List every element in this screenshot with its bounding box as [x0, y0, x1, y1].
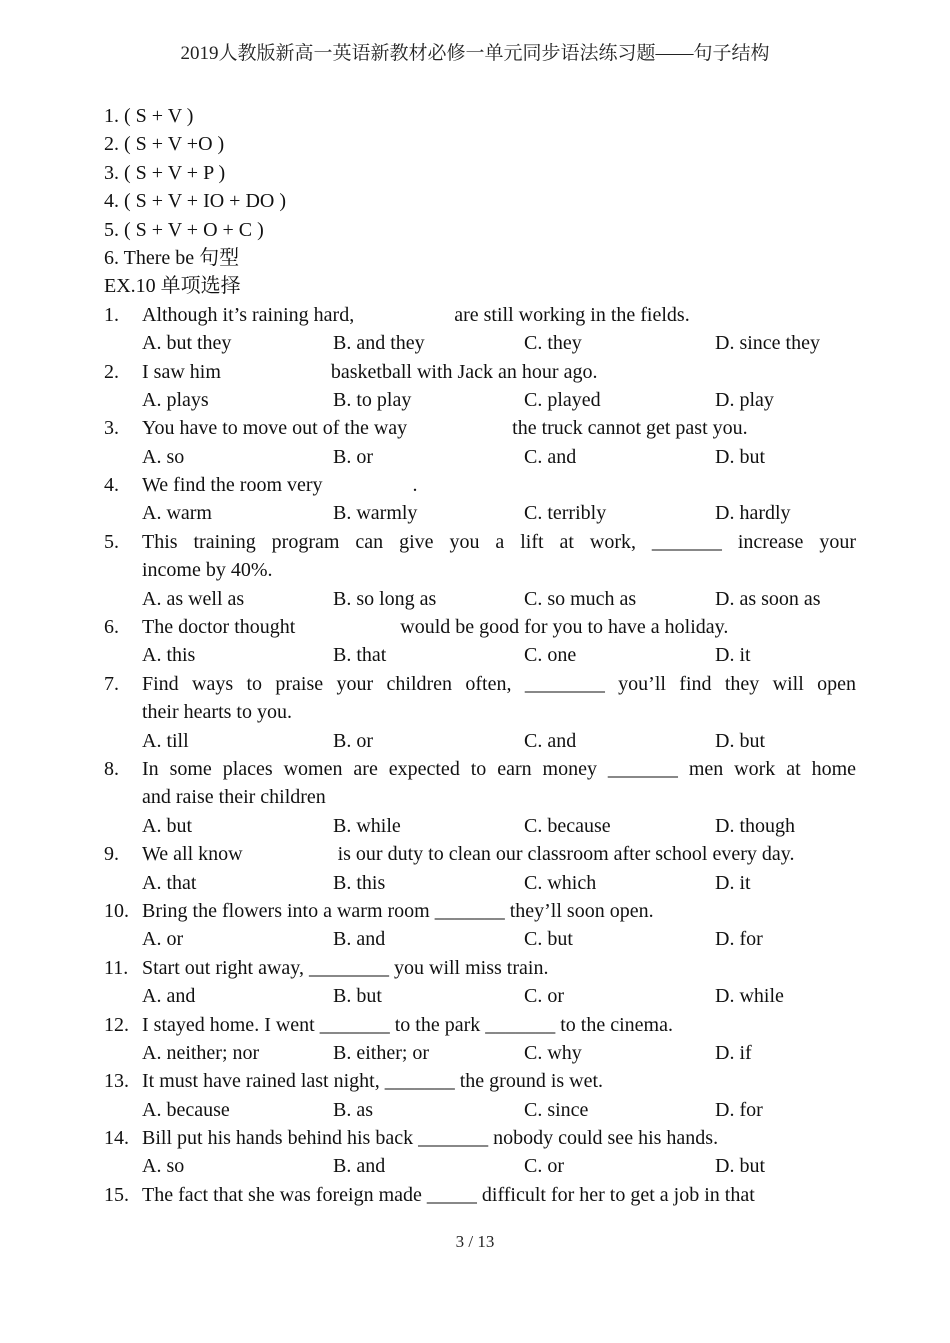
answer-options — [142, 641, 856, 669]
option-b: B. while — [333, 814, 401, 837]
option-d: D. play — [715, 388, 774, 411]
option-c: C. why — [524, 1041, 582, 1064]
question-item — [104, 528, 856, 585]
question-item — [104, 755, 856, 812]
option-c: C. one — [524, 644, 577, 667]
question-item — [104, 1011, 856, 1039]
question-line: Start out right away, ________ you will miss train. — [142, 956, 549, 979]
answer-options — [142, 386, 856, 414]
question-number: 3. — [104, 417, 119, 440]
option-b: B. and — [333, 928, 386, 951]
option-b: B. and they — [333, 332, 425, 355]
question-number: 15. — [104, 1183, 129, 1206]
question-line: The doctor thought would be good for you to have a holiday. — [142, 616, 729, 639]
answer-options — [142, 499, 856, 527]
question-line: Although it’s raining hard, are still working in the fields. — [142, 303, 690, 326]
option-c: C. or — [524, 1155, 564, 1178]
option-b: B. that — [333, 644, 387, 667]
answer-options — [142, 982, 856, 1010]
option-b: B. or — [333, 445, 373, 468]
option-a: A. till — [142, 729, 189, 752]
question-line: and raise their children — [142, 786, 326, 809]
question-item — [104, 1124, 856, 1152]
question-item — [104, 1181, 856, 1209]
question-number: 10. — [104, 899, 129, 922]
pattern-item: 1. ( S + V ) — [104, 105, 194, 127]
option-d: D. if — [715, 1041, 752, 1064]
option-a: A. because — [142, 1098, 230, 1121]
question-text — [142, 670, 856, 727]
option-c: C. and — [524, 729, 577, 752]
option-a: A. so — [142, 445, 185, 468]
question-item — [104, 897, 856, 925]
option-b: B. either; or — [333, 1041, 430, 1064]
question-line: income by 40%. — [142, 559, 273, 582]
option-d: D. since they — [715, 332, 820, 355]
option-c: C. terribly — [524, 502, 607, 525]
question-number: 7. — [104, 672, 119, 695]
question-number: 1. — [104, 303, 119, 326]
option-c: C. but — [524, 928, 573, 951]
question-text — [142, 954, 856, 982]
question-number: 8. — [104, 757, 119, 780]
question-text — [142, 358, 856, 386]
option-b: B. but — [333, 985, 382, 1008]
option-c: C. because — [524, 814, 611, 837]
option-d: D. but — [715, 445, 765, 468]
option-d: D. while — [715, 985, 784, 1008]
question-text — [142, 414, 856, 442]
question-number: 13. — [104, 1070, 129, 1093]
option-a: A. but — [142, 814, 192, 837]
question-number: 11. — [104, 956, 129, 979]
option-d: D. as soon as — [715, 587, 821, 610]
page-header: 2019人教版新高一英语新教材必修一单元同步语法练习题——句子结构 — [180, 43, 770, 64]
option-b: B. as — [333, 1098, 373, 1121]
option-d: D. but — [715, 1155, 765, 1178]
question-text — [142, 897, 856, 925]
answer-options — [142, 1152, 856, 1180]
question-line: The fact that she was foreign made _____ difficult for her to get a job in that — [142, 1183, 755, 1206]
option-a: A. as well as — [142, 587, 245, 610]
question-text — [142, 1124, 856, 1152]
question-text — [142, 1011, 856, 1039]
option-b: B. so long as — [333, 587, 437, 610]
option-a: A. that — [142, 871, 197, 894]
question-text — [142, 471, 856, 499]
page-number: 3 / 13 — [455, 1232, 495, 1251]
pattern-item: 5. ( S + V + O + C ) — [104, 218, 264, 241]
question-line: I stayed home. I went _______ to the park _______ to the cinema. — [142, 1013, 673, 1036]
question-line: You have to move out of the way the truck cannot get past you. — [142, 417, 748, 440]
pattern-item: 6. There be 句型 — [104, 246, 240, 269]
option-c: C. they — [524, 332, 582, 355]
question-text — [142, 755, 856, 812]
question-text — [142, 613, 856, 641]
pattern-item: 2. ( S + V +O ) — [104, 133, 225, 156]
option-b: B. warmly — [333, 502, 418, 525]
option-d: D. though — [715, 814, 795, 837]
option-c: C. since — [524, 1098, 589, 1121]
question-item — [104, 613, 856, 641]
question-item — [104, 301, 856, 329]
option-c: C. played — [524, 388, 601, 411]
question-item — [104, 1067, 856, 1095]
option-a: A. but they — [142, 332, 232, 355]
question-line: We all know is our duty to clean our classroom after school every day. — [142, 843, 795, 866]
option-a: A. plays — [142, 388, 209, 411]
question-text — [142, 301, 856, 329]
question-line: I saw him basketball with Jack an hour ago. — [142, 360, 598, 383]
answer-options — [142, 727, 856, 755]
option-c: C. so much as — [524, 587, 637, 610]
option-a: A. this — [142, 644, 196, 667]
question-line: Bring the flowers into a warm room _______ they’ll soon open. — [142, 899, 654, 922]
answer-options — [142, 585, 856, 613]
option-d: D. hardly — [715, 502, 791, 525]
question-line: Bill put his hands behind his back _______ nobody could see his hands. — [142, 1127, 719, 1150]
option-b: B. and — [333, 1155, 386, 1178]
question-text — [142, 528, 856, 585]
option-d: D. it — [715, 871, 751, 894]
option-a: A. or — [142, 928, 184, 951]
question-list — [104, 301, 856, 1210]
option-a: A. and — [142, 985, 196, 1008]
question-number: 2. — [104, 360, 119, 383]
pattern-item: 4. ( S + V + IO + DO ) — [104, 190, 286, 213]
answer-options — [142, 1039, 856, 1067]
question-line: We find the room very . — [142, 474, 418, 497]
option-c: C. or — [524, 985, 564, 1008]
question-number: 5. — [104, 530, 119, 553]
question-text — [142, 840, 856, 868]
question-number: 6. — [104, 616, 119, 639]
option-d: D. for — [715, 928, 763, 951]
answer-options — [142, 869, 856, 897]
answer-options — [142, 1096, 856, 1124]
exercise-title: EX.10 单项选择 — [104, 275, 241, 298]
option-d: D. it — [715, 644, 751, 667]
question-number: 9. — [104, 843, 119, 866]
option-d: D. but — [715, 729, 765, 752]
option-b: B. this — [333, 871, 386, 894]
answer-options — [142, 925, 856, 953]
question-text — [142, 1067, 856, 1095]
question-item — [104, 954, 856, 982]
option-c: C. and — [524, 445, 577, 468]
option-b: B. or — [333, 729, 373, 752]
question-item — [104, 670, 856, 727]
question-item — [104, 471, 856, 499]
question-line: This training program can give you a lift at work, _______ increase your — [142, 530, 856, 553]
question-line: In some places women are expected to earn money _______ men work at home — [142, 757, 856, 780]
question-line: their hearts to you. — [142, 701, 292, 724]
question-number: 14. — [104, 1127, 129, 1150]
question-text — [142, 1181, 856, 1209]
option-a: A. neither; nor — [142, 1041, 260, 1064]
pattern-item: 3. ( S + V + P ) — [104, 161, 226, 184]
question-item — [104, 358, 856, 386]
answer-options — [142, 329, 856, 357]
question-number: 4. — [104, 474, 119, 497]
answer-options — [142, 443, 856, 471]
option-c: C. which — [524, 871, 597, 894]
option-a: A. so — [142, 1155, 185, 1178]
answer-options — [142, 812, 856, 840]
option-a: A. warm — [142, 502, 212, 525]
question-line: Find ways to praise your children often, ________ you’ll find they will open — [142, 672, 856, 695]
option-d: D. for — [715, 1098, 763, 1121]
question-item — [104, 414, 856, 442]
option-b: B. to play — [333, 388, 412, 411]
question-number: 12. — [104, 1013, 129, 1036]
question-item — [104, 840, 856, 868]
question-line: It must have rained last night, _______ the ground is wet. — [142, 1070, 604, 1093]
sentence-patterns — [104, 102, 856, 272]
document-body — [104, 102, 856, 1209]
